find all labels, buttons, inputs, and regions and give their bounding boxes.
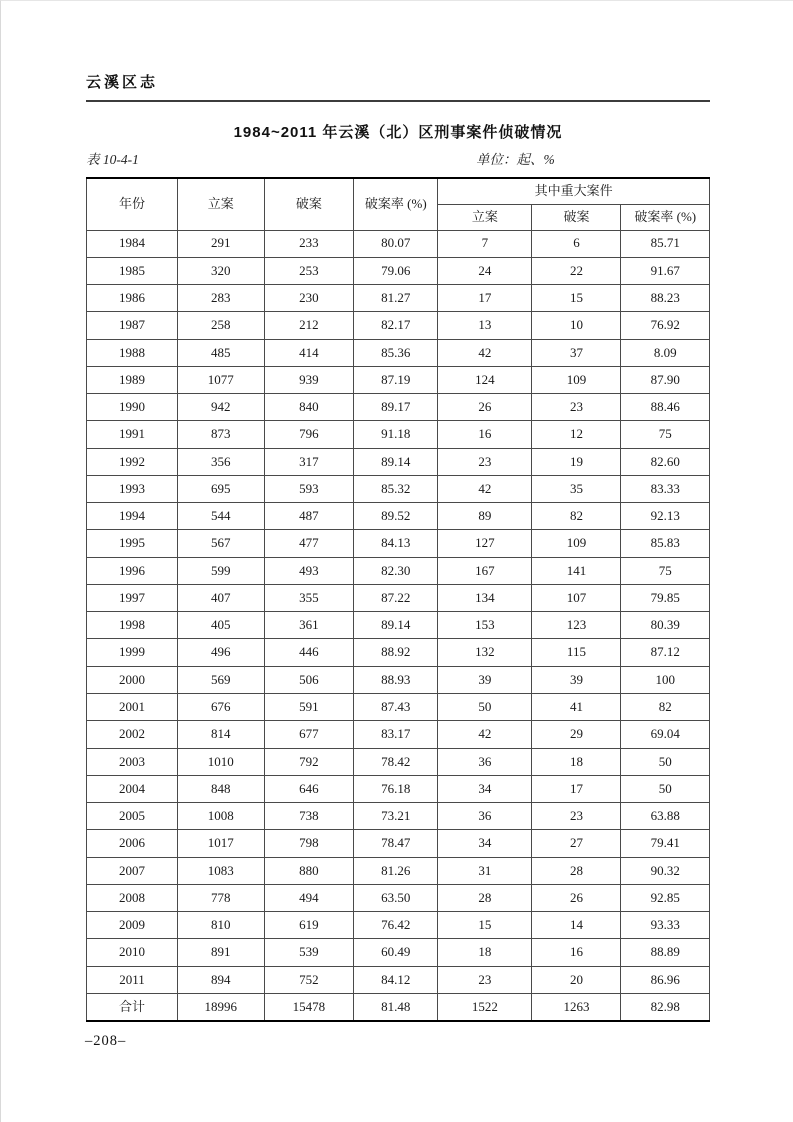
value-cell: 82.98 (621, 993, 710, 1021)
value-cell: 15 (532, 285, 621, 312)
value-cell: 34 (438, 775, 532, 802)
value-cell: 677 (264, 721, 354, 748)
table-title: 1984~2011 年云溪（北）区刑事案件侦破情况 (233, 124, 563, 141)
value-cell: 233 (264, 230, 354, 257)
year-cell: 1997 (87, 584, 178, 611)
value-cell: 13 (438, 312, 532, 339)
value-cell: 18 (532, 748, 621, 775)
table-row (87, 612, 710, 639)
value-cell: 253 (264, 257, 354, 284)
table-row (87, 857, 710, 884)
value-cell: 8.09 (621, 339, 710, 366)
value-cell: 91.67 (621, 257, 710, 284)
value-cell: 283 (177, 285, 264, 312)
value-cell: 15478 (264, 993, 354, 1021)
year-cell: 2004 (87, 775, 178, 802)
year-cell: 1991 (87, 421, 178, 448)
value-cell: 10 (532, 312, 621, 339)
year-cell: 1998 (87, 612, 178, 639)
year-cell: 2010 (87, 939, 178, 966)
value-cell: 90.32 (621, 857, 710, 884)
value-cell: 446 (264, 639, 354, 666)
value-cell: 153 (438, 612, 532, 639)
table-row (87, 912, 710, 939)
column-header-solve-rate: 破案率 (%) (354, 178, 438, 230)
value-cell: 115 (532, 639, 621, 666)
table-row (87, 884, 710, 911)
value-cell: 82.30 (354, 557, 438, 584)
value-cell: 23 (532, 803, 621, 830)
table-row (87, 775, 710, 802)
value-cell: 85.71 (621, 230, 710, 257)
value-cell: 361 (264, 612, 354, 639)
value-cell: 92.13 (621, 503, 710, 530)
table-number-label: 表 10-4-1 (86, 152, 139, 167)
value-cell: 88.23 (621, 285, 710, 312)
value-cell: 89.17 (354, 394, 438, 421)
value-cell: 84.13 (354, 530, 438, 557)
year-cell: 2011 (87, 966, 178, 993)
year-cell: 1989 (87, 366, 178, 393)
table-row (87, 475, 710, 502)
value-cell: 79.06 (354, 257, 438, 284)
value-cell: 76.92 (621, 312, 710, 339)
value-cell: 76.18 (354, 775, 438, 802)
value-cell: 82.60 (621, 448, 710, 475)
value-cell: 87.22 (354, 584, 438, 611)
table-row (87, 584, 710, 611)
value-cell: 86.96 (621, 966, 710, 993)
value-cell: 78.42 (354, 748, 438, 775)
value-cell: 7 (438, 230, 532, 257)
value-cell: 79.85 (621, 584, 710, 611)
value-cell: 24 (438, 257, 532, 284)
value-cell: 87.12 (621, 639, 710, 666)
value-cell: 485 (177, 339, 264, 366)
value-cell: 81.27 (354, 285, 438, 312)
value-cell: 36 (438, 803, 532, 830)
value-cell: 569 (177, 666, 264, 693)
value-cell: 506 (264, 666, 354, 693)
table-row (87, 312, 710, 339)
value-cell: 89.14 (354, 612, 438, 639)
value-cell: 29 (532, 721, 621, 748)
value-cell: 414 (264, 339, 354, 366)
value-cell: 50 (621, 775, 710, 802)
value-cell: 107 (532, 584, 621, 611)
value-cell: 37 (532, 339, 621, 366)
value-cell: 75 (621, 557, 710, 584)
year-cell: 2001 (87, 694, 178, 721)
value-cell: 14 (532, 912, 621, 939)
table-row (87, 530, 710, 557)
value-cell: 20 (532, 966, 621, 993)
value-cell: 17 (438, 285, 532, 312)
value-cell: 88.46 (621, 394, 710, 421)
value-cell: 894 (177, 966, 264, 993)
value-cell: 50 (621, 748, 710, 775)
value-cell: 88.93 (354, 666, 438, 693)
value-cell: 23 (438, 966, 532, 993)
value-cell: 89.52 (354, 503, 438, 530)
value-cell: 17 (532, 775, 621, 802)
value-cell: 880 (264, 857, 354, 884)
value-cell: 356 (177, 448, 264, 475)
value-cell: 646 (264, 775, 354, 802)
value-cell: 496 (177, 639, 264, 666)
year-cell: 2003 (87, 748, 178, 775)
year-cell: 2009 (87, 912, 178, 939)
year-cell: 1986 (87, 285, 178, 312)
table-row (87, 557, 710, 584)
table-row (87, 803, 710, 830)
value-cell: 792 (264, 748, 354, 775)
table-row (87, 339, 710, 366)
year-cell: 1994 (87, 503, 178, 530)
value-cell: 93.33 (621, 912, 710, 939)
column-header-year: 年份 (87, 178, 178, 230)
value-cell: 85.36 (354, 339, 438, 366)
page-number: –208– (85, 1033, 127, 1049)
year-cell: 1992 (87, 448, 178, 475)
value-cell: 1017 (177, 830, 264, 857)
year-cell: 合计 (87, 993, 178, 1021)
value-cell: 12 (532, 421, 621, 448)
value-cell: 109 (532, 366, 621, 393)
value-cell: 258 (177, 312, 264, 339)
book-title: 云溪区志 (86, 74, 159, 91)
value-cell: 796 (264, 421, 354, 448)
value-cell: 85.32 (354, 475, 438, 502)
year-cell: 1985 (87, 257, 178, 284)
value-cell: 141 (532, 557, 621, 584)
value-cell: 1263 (532, 993, 621, 1021)
value-cell: 91.18 (354, 421, 438, 448)
value-cell: 291 (177, 230, 264, 257)
value-cell: 405 (177, 612, 264, 639)
value-cell: 487 (264, 503, 354, 530)
year-cell: 2005 (87, 803, 178, 830)
value-cell: 873 (177, 421, 264, 448)
value-cell: 82.17 (354, 312, 438, 339)
column-header-filed: 立案 (177, 178, 264, 230)
value-cell: 63.88 (621, 803, 710, 830)
table-total-row (87, 993, 710, 1021)
value-cell: 88.92 (354, 639, 438, 666)
year-cell: 1988 (87, 339, 178, 366)
table-row (87, 694, 710, 721)
year-cell: 1996 (87, 557, 178, 584)
value-cell: 939 (264, 366, 354, 393)
header-divider (86, 100, 710, 102)
year-cell: 1993 (87, 475, 178, 502)
value-cell: 87.90 (621, 366, 710, 393)
value-cell: 619 (264, 912, 354, 939)
value-cell: 85.83 (621, 530, 710, 557)
value-cell: 134 (438, 584, 532, 611)
value-cell: 23 (438, 448, 532, 475)
value-cell: 28 (532, 857, 621, 884)
value-cell: 80.39 (621, 612, 710, 639)
table-row (87, 230, 710, 257)
value-cell: 493 (264, 557, 354, 584)
value-cell: 78.47 (354, 830, 438, 857)
value-cell: 60.49 (354, 939, 438, 966)
value-cell: 42 (438, 339, 532, 366)
value-cell: 695 (177, 475, 264, 502)
column-header-major-filed: 立案 (438, 204, 532, 230)
value-cell: 230 (264, 285, 354, 312)
year-cell: 1987 (87, 312, 178, 339)
value-cell: 891 (177, 939, 264, 966)
value-cell: 212 (264, 312, 354, 339)
value-cell: 1077 (177, 366, 264, 393)
value-cell: 79.41 (621, 830, 710, 857)
value-cell: 81.26 (354, 857, 438, 884)
value-cell: 6 (532, 230, 621, 257)
value-cell: 15 (438, 912, 532, 939)
table-row (87, 666, 710, 693)
table-row (87, 721, 710, 748)
value-cell: 18 (438, 939, 532, 966)
value-cell: 567 (177, 530, 264, 557)
year-cell: 2008 (87, 884, 178, 911)
value-cell: 355 (264, 584, 354, 611)
value-cell: 593 (264, 475, 354, 502)
value-cell: 16 (532, 939, 621, 966)
value-cell: 22 (532, 257, 621, 284)
value-cell: 73.21 (354, 803, 438, 830)
value-cell: 544 (177, 503, 264, 530)
value-cell: 83.33 (621, 475, 710, 502)
value-cell: 81.48 (354, 993, 438, 1021)
value-cell: 75 (621, 421, 710, 448)
value-cell: 89 (438, 503, 532, 530)
value-cell: 39 (532, 666, 621, 693)
value-cell: 798 (264, 830, 354, 857)
value-cell: 87.43 (354, 694, 438, 721)
column-group-major-cases: 其中重大案件 (438, 178, 710, 204)
value-cell: 27 (532, 830, 621, 857)
value-cell: 19 (532, 448, 621, 475)
value-cell: 1010 (177, 748, 264, 775)
value-cell: 320 (177, 257, 264, 284)
year-cell: 1999 (87, 639, 178, 666)
value-cell: 539 (264, 939, 354, 966)
value-cell: 84.12 (354, 966, 438, 993)
value-cell: 35 (532, 475, 621, 502)
value-cell: 39 (438, 666, 532, 693)
table-row (87, 639, 710, 666)
value-cell: 88.89 (621, 939, 710, 966)
value-cell: 1083 (177, 857, 264, 884)
value-cell: 814 (177, 721, 264, 748)
value-cell: 34 (438, 830, 532, 857)
value-cell: 87.19 (354, 366, 438, 393)
value-cell: 63.50 (354, 884, 438, 911)
value-cell: 23 (532, 394, 621, 421)
year-cell: 2000 (87, 666, 178, 693)
value-cell: 36 (438, 748, 532, 775)
year-cell: 2006 (87, 830, 178, 857)
value-cell: 599 (177, 557, 264, 584)
table-row (87, 503, 710, 530)
value-cell: 778 (177, 884, 264, 911)
value-cell: 41 (532, 694, 621, 721)
value-cell: 100 (621, 666, 710, 693)
table-row (87, 748, 710, 775)
table-meta-row (86, 148, 710, 168)
value-cell: 127 (438, 530, 532, 557)
value-cell: 810 (177, 912, 264, 939)
value-cell: 317 (264, 448, 354, 475)
value-cell: 42 (438, 475, 532, 502)
table-row (87, 257, 710, 284)
value-cell: 31 (438, 857, 532, 884)
table-row (87, 966, 710, 993)
value-cell: 69.04 (621, 721, 710, 748)
value-cell: 942 (177, 394, 264, 421)
value-cell: 26 (438, 394, 532, 421)
value-cell: 16 (438, 421, 532, 448)
value-cell: 89.14 (354, 448, 438, 475)
year-cell: 1990 (87, 394, 178, 421)
year-cell: 2002 (87, 721, 178, 748)
table-row (87, 939, 710, 966)
value-cell: 82 (621, 694, 710, 721)
value-cell: 42 (438, 721, 532, 748)
table-header-row-1 (87, 178, 710, 204)
unit-label: 单位：起、% (476, 152, 555, 167)
value-cell: 83.17 (354, 721, 438, 748)
table-row (87, 830, 710, 857)
value-cell: 1008 (177, 803, 264, 830)
year-cell: 1984 (87, 230, 178, 257)
column-header-solved: 破案 (264, 178, 354, 230)
value-cell: 1522 (438, 993, 532, 1021)
value-cell: 82 (532, 503, 621, 530)
value-cell: 752 (264, 966, 354, 993)
column-header-major-solve-rate: 破案率 (%) (621, 204, 710, 230)
value-cell: 132 (438, 639, 532, 666)
table-row (87, 421, 710, 448)
year-cell: 2007 (87, 857, 178, 884)
value-cell: 738 (264, 803, 354, 830)
year-cell: 1995 (87, 530, 178, 557)
value-cell: 109 (532, 530, 621, 557)
table-body (87, 230, 710, 1021)
table-row (87, 366, 710, 393)
value-cell: 124 (438, 366, 532, 393)
value-cell: 18996 (177, 993, 264, 1021)
value-cell: 840 (264, 394, 354, 421)
value-cell: 477 (264, 530, 354, 557)
value-cell: 26 (532, 884, 621, 911)
column-header-major-solved: 破案 (532, 204, 621, 230)
table-row (87, 285, 710, 312)
value-cell: 591 (264, 694, 354, 721)
table-row (87, 448, 710, 475)
value-cell: 494 (264, 884, 354, 911)
value-cell: 80.07 (354, 230, 438, 257)
value-cell: 167 (438, 557, 532, 584)
crime-statistics-table (86, 177, 710, 1022)
value-cell: 848 (177, 775, 264, 802)
value-cell: 676 (177, 694, 264, 721)
table-row (87, 394, 710, 421)
value-cell: 50 (438, 694, 532, 721)
value-cell: 28 (438, 884, 532, 911)
value-cell: 123 (532, 612, 621, 639)
value-cell: 92.85 (621, 884, 710, 911)
value-cell: 76.42 (354, 912, 438, 939)
value-cell: 407 (177, 584, 264, 611)
